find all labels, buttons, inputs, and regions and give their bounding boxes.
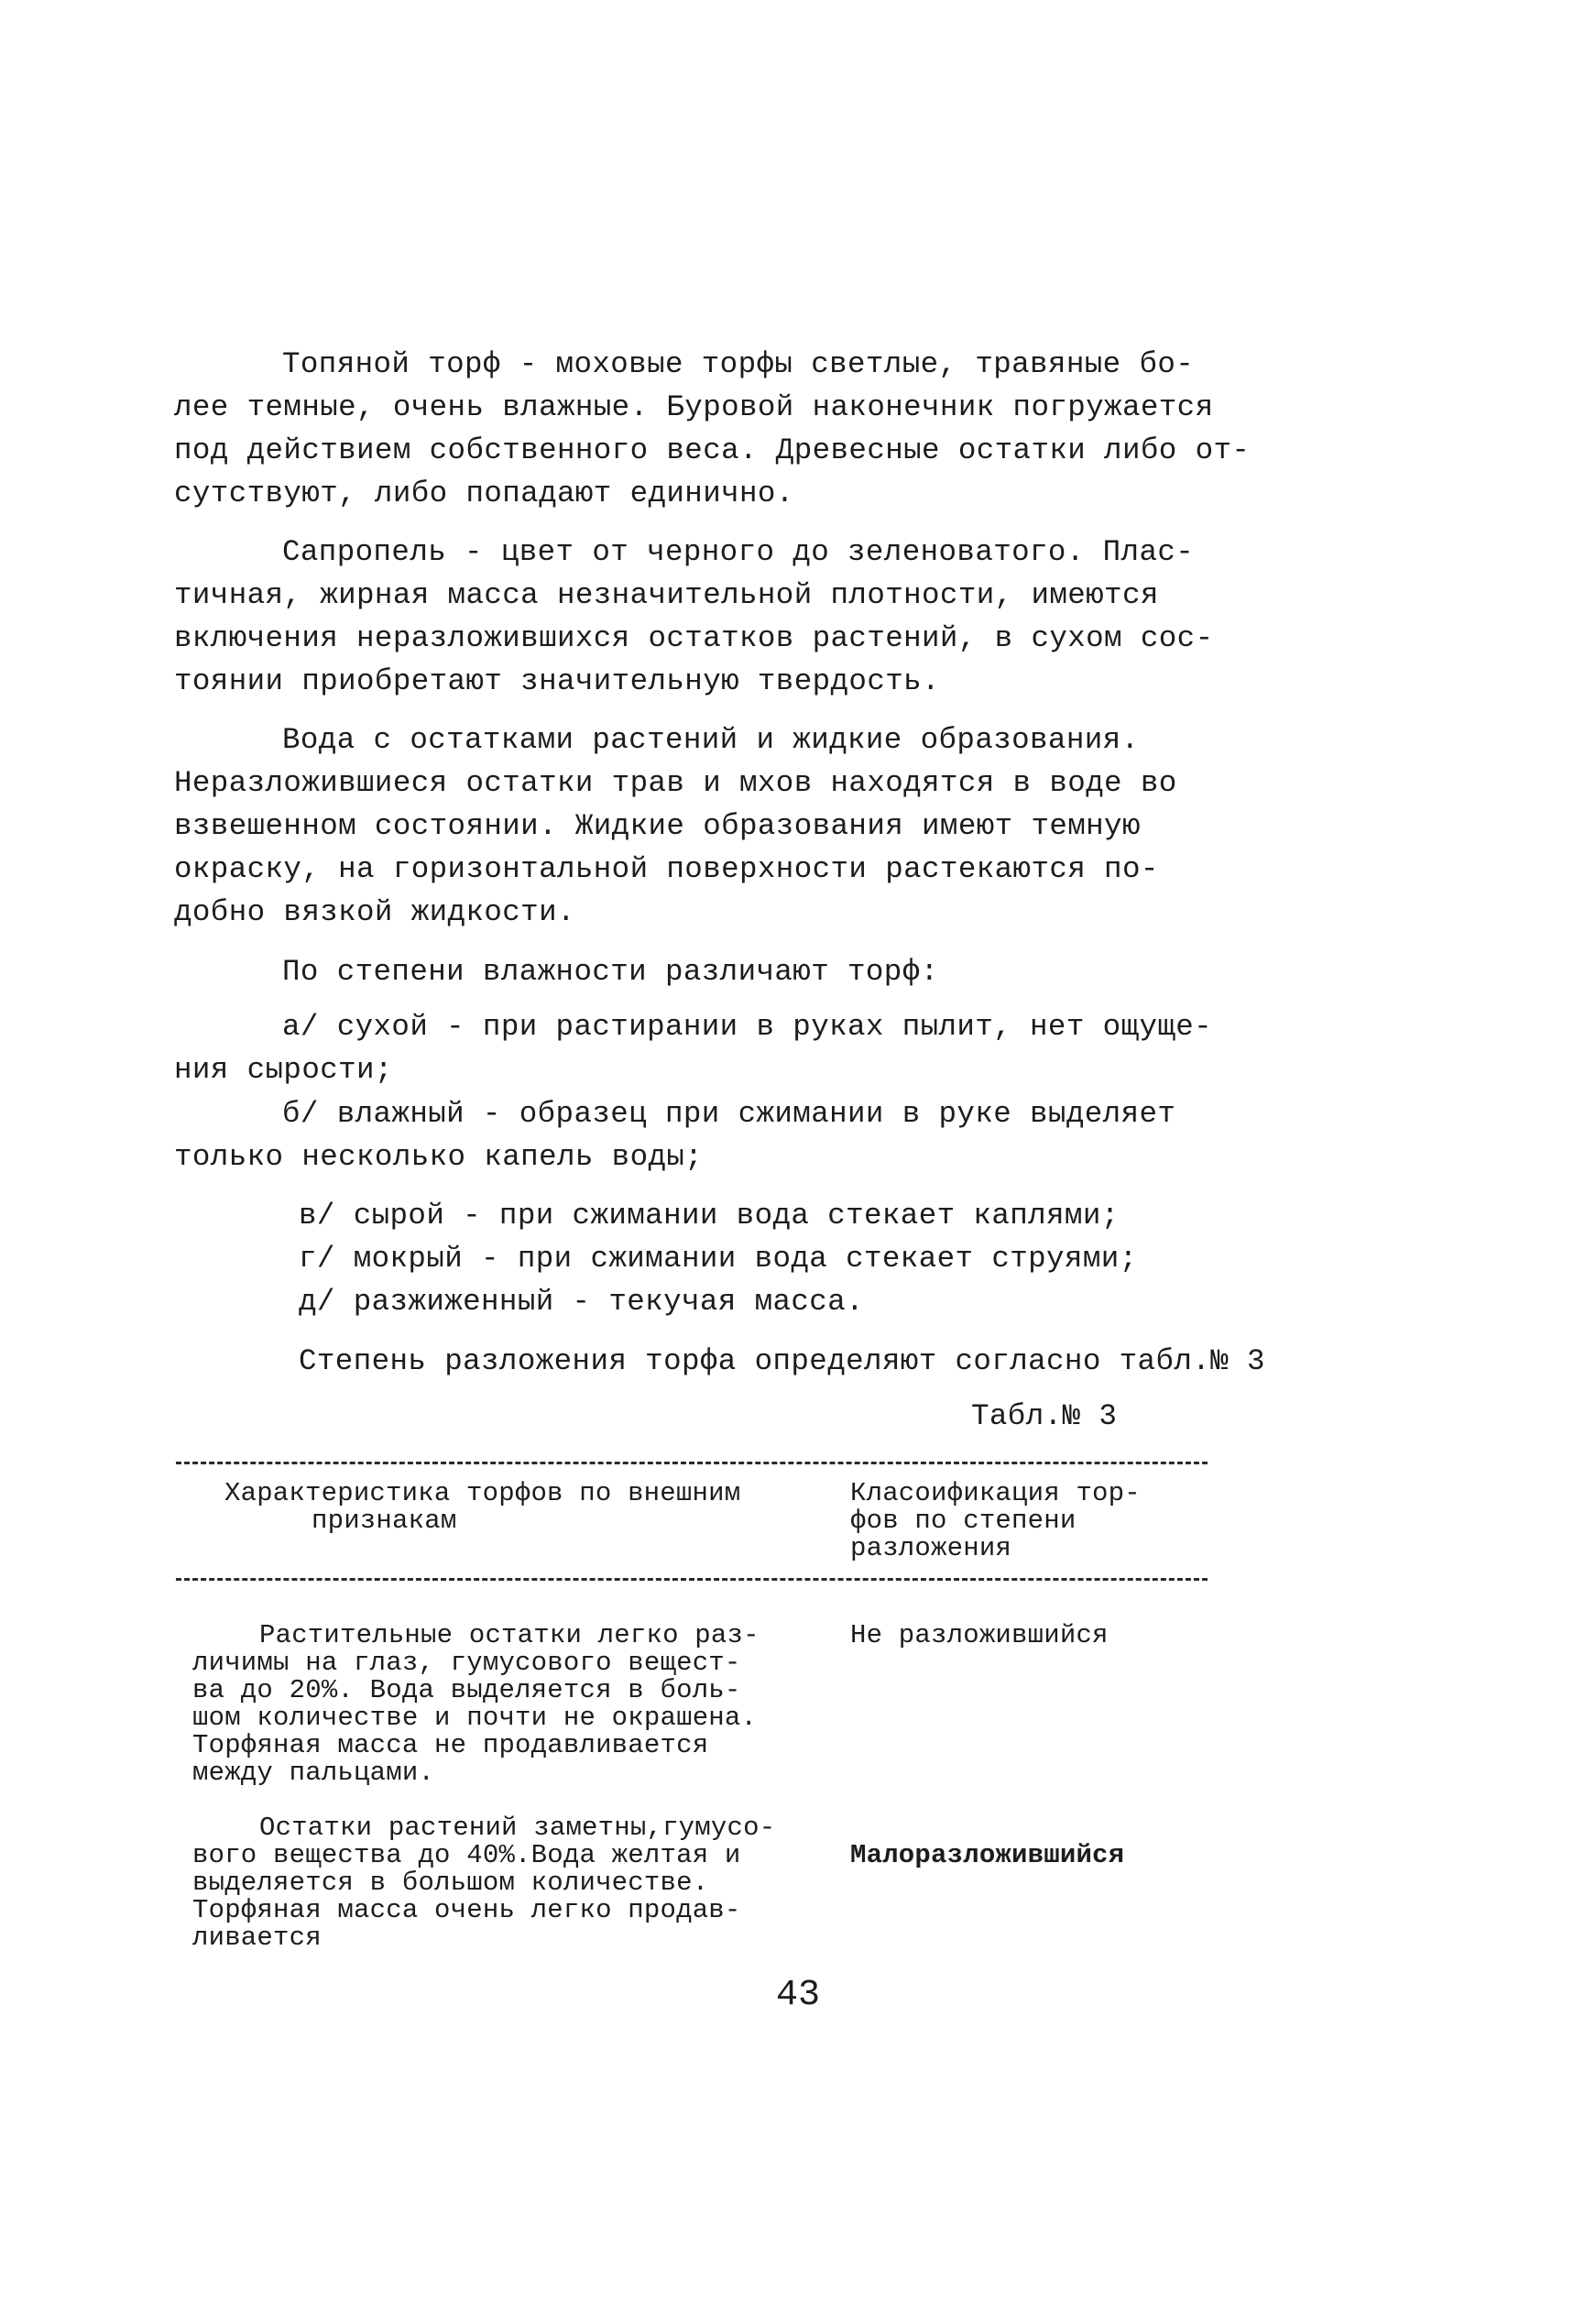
moisture-item-d: д/ разжиженный - текучая масса. [299,1285,864,1319]
sapropel-line-2: тичная, жирная масса незначительной плотности, имеются [174,578,1159,612]
table-header-right-2: фов по степени [850,1506,1077,1536]
water-line-4: окраску, на горизонтальной поверхности растекаются по- [174,852,1159,886]
moisture-item-b: б/ влажный - образец при сжимании в руке выделяет [282,1097,1176,1131]
bog-peat-line-2: лее темные, очень влажные. Буровой наконечник погружается [174,390,1214,424]
bog-peat-line-4: сутствуют, либо попадают единично. [174,477,794,510]
table-header-left-2: признакам [312,1506,457,1536]
table-header-right-3: разложения [850,1533,1012,1563]
table-header-left-1: Характеристика торфов по внешним [224,1478,741,1508]
sapropel-line-3: включения неразложившихся остатков растений, в сухом сос- [174,621,1214,655]
table-header-rule [176,1578,1208,1581]
table-header-right-1: Класоификация тор- [850,1478,1141,1508]
table-row-1-desc-6: между пальцами. [192,1758,435,1788]
moisture-item-b-cont: только несколько капель воды; [174,1140,704,1174]
sapropel-line-1: Сапропель - цвет от черного до зеленоватого. Плас- [282,535,1195,569]
water-line-1: Вода с остатками растений и жидкие образования. [282,723,1140,757]
table-row-1-desc-1: Растительные остатки легко раз- [259,1620,760,1650]
table-row-1-desc-4: шом количестве и почти не окрашена. [192,1703,758,1733]
table-row-2-class: Малоразложившийся [850,1840,1125,1870]
table-row-1-desc-5: Торфяная масса не продавливается [192,1730,709,1760]
moisture-item-g: г/ мокрый - при сжимании вода стекает струями; [299,1242,1138,1276]
sapropel-line-4: тоянии приобретают значительную твердость. [174,664,940,698]
table-row-2-desc-2: вого вещества до 40%.Вода желтая и [192,1840,741,1870]
water-line-3: взвешенном состоянии. Жидкие образования имеют темную [174,809,1141,843]
decomposition-note: Степень разложения торфа определяют согласно табл.№ 3 [299,1344,1265,1378]
table-row-2-desc-4: Торфяная масса очень легко продав- [192,1895,741,1925]
table-row-2-desc-1: Остатки растений заметны,гумусо- [259,1813,776,1843]
bog-peat-line-3: под действием собственного веса. Древесные остатки либо от- [174,433,1251,467]
moisture-intro: По степени влажности различают торф: [282,955,939,989]
table-row-1-desc-3: ва до 20%. Вода выделяется в боль- [192,1675,741,1705]
moisture-item-a-cont: ния сырости; [174,1053,393,1087]
moisture-item-v: в/ сырой - при сжимании вода стекает каплями; [299,1199,1120,1233]
water-line-5: добно вязкой жидкости. [174,895,575,929]
table-top-rule [176,1462,1208,1464]
table-row-2-desc-5: ливается [192,1923,322,1953]
page-number: 43 [775,1975,820,2016]
table-row-2-desc-3: выделяется в большом количестве. [192,1868,709,1898]
bog-peat-line-1: Топяной торф - моховые торфы светлые, травяные бо- [282,347,1195,381]
table-caption: Табл.№ 3 [971,1399,1118,1433]
water-line-2: Неразложившиеся остатки трав и мхов находятся в воде во [174,766,1177,800]
table-row-1-desc-2: личимы на глаз, гумусового вещест- [192,1648,741,1678]
table-row-1-class: Не разложившийся [850,1620,1109,1650]
moisture-item-a: а/ сухой - при растирании в руках пылит, нет ощуще- [282,1010,1213,1044]
